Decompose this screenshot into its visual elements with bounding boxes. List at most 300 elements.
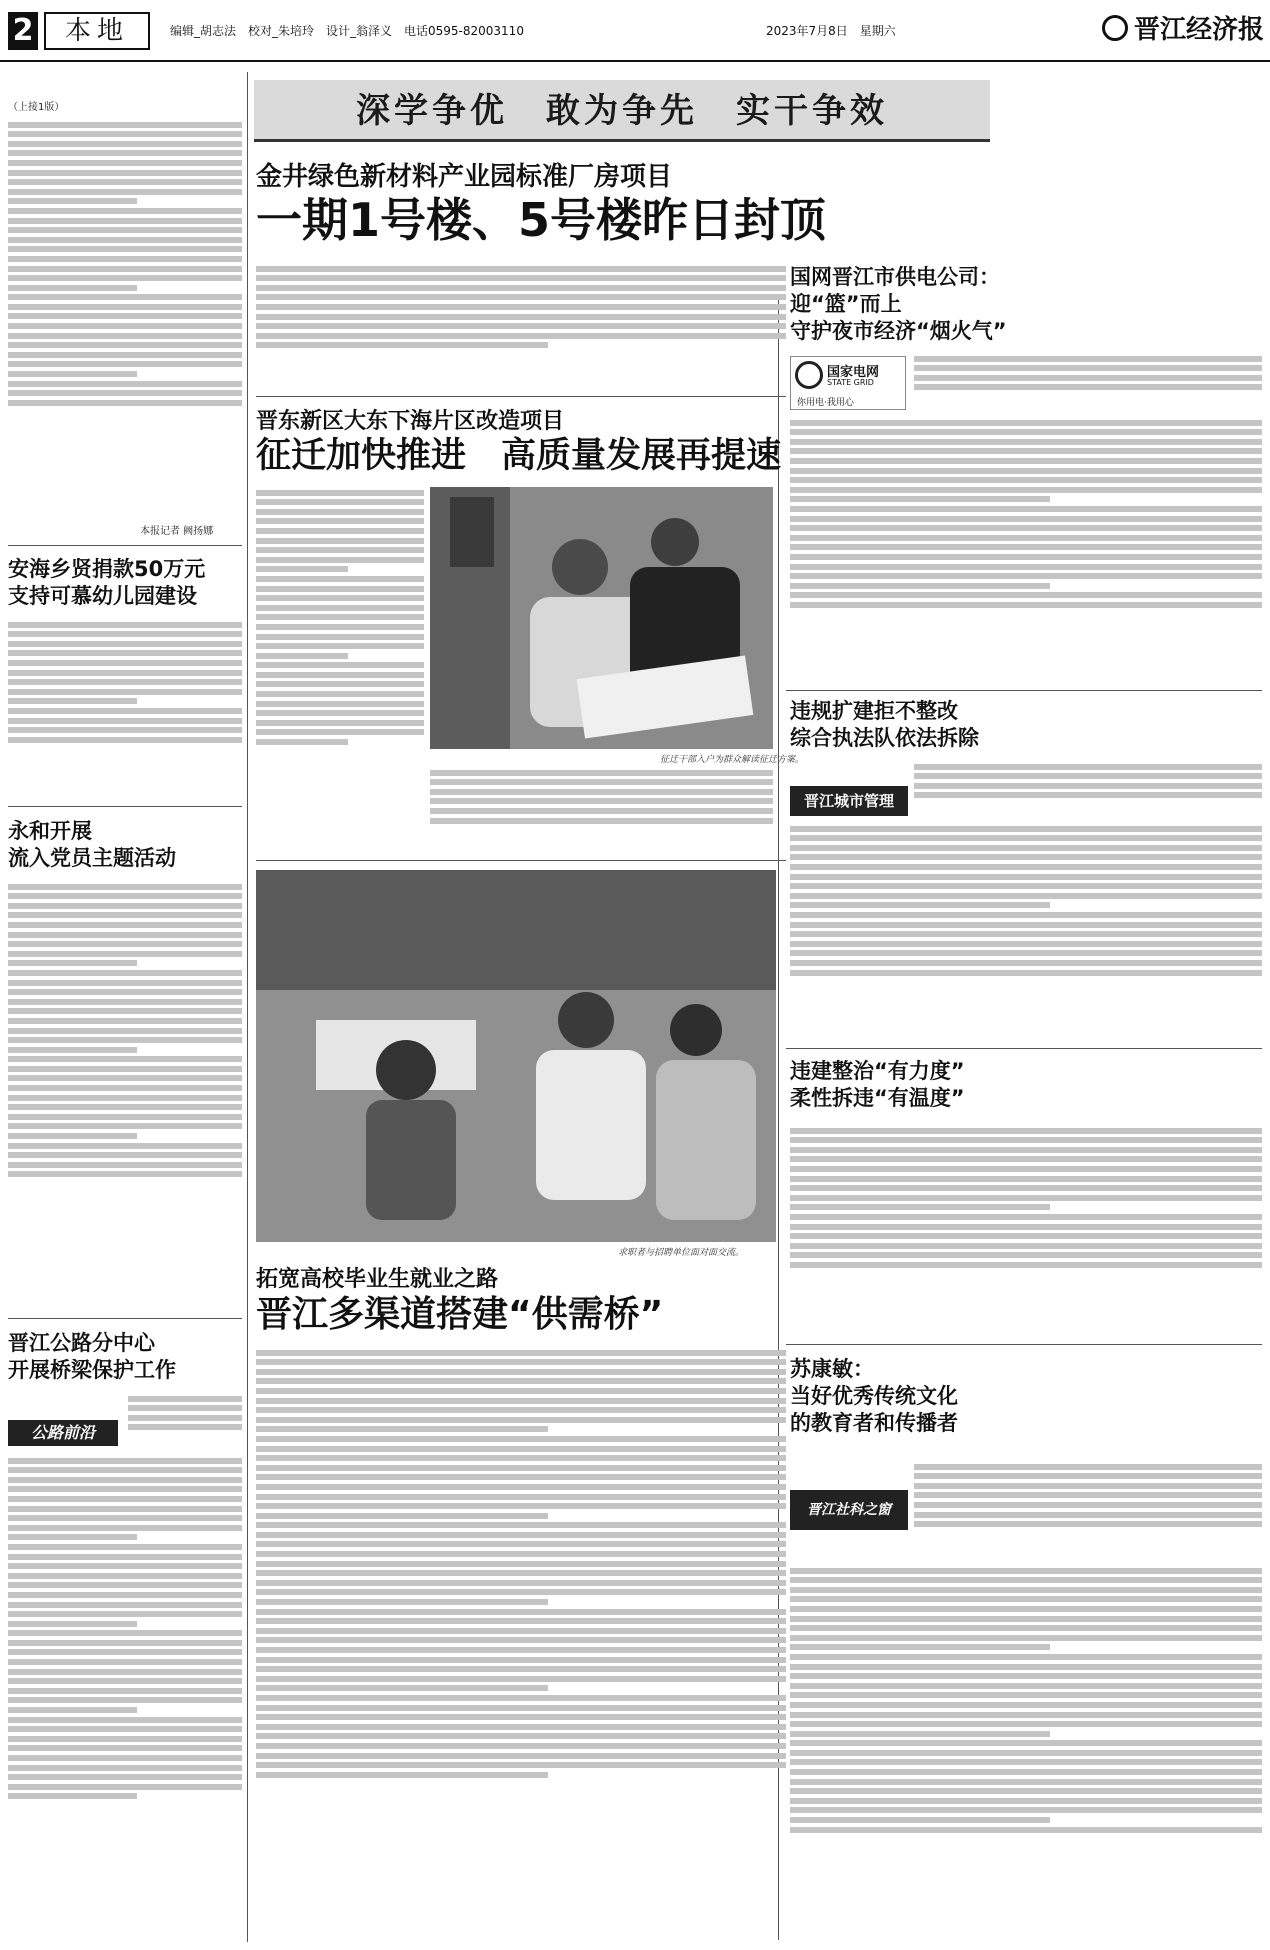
text-line	[256, 614, 424, 620]
text-line	[790, 941, 1262, 947]
text-line	[256, 1753, 786, 1759]
text-line	[790, 1156, 1262, 1162]
text-line	[128, 1415, 242, 1421]
headline: 违规扩建拒不整改	[790, 699, 958, 723]
text-line	[914, 792, 1262, 798]
text-line	[8, 381, 242, 387]
text-line	[8, 1582, 242, 1588]
text-line	[256, 691, 424, 697]
text-line	[8, 1793, 137, 1799]
text-line	[256, 499, 424, 505]
text-line	[790, 1204, 1050, 1210]
text-line	[256, 1637, 786, 1643]
column-tag: 晋江社科之窗	[790, 1490, 908, 1530]
text-line	[8, 361, 242, 367]
text-line	[256, 634, 424, 640]
text-line	[8, 227, 242, 233]
text-line	[256, 1503, 786, 1509]
text-line	[128, 1424, 242, 1430]
text-line	[8, 670, 242, 676]
text-line	[8, 941, 242, 947]
text-line	[256, 518, 424, 524]
text-line	[8, 1066, 242, 1072]
text-line	[790, 602, 1262, 608]
text-line	[914, 764, 1262, 770]
article-divider	[786, 690, 1262, 691]
article-body	[914, 760, 1262, 820]
text-line	[256, 314, 786, 320]
text-line	[256, 1532, 786, 1538]
text-line	[8, 323, 242, 329]
text-line	[256, 701, 424, 707]
banner-text: 深学争优 敢为争先 实干争效	[356, 91, 888, 131]
text-line	[790, 487, 1262, 493]
headline: 安海乡贤捐款50万元	[8, 557, 206, 581]
text-line	[914, 375, 1262, 381]
text-line	[790, 1606, 1262, 1612]
text-line	[256, 547, 424, 553]
text-line	[430, 779, 773, 785]
text-line	[790, 1568, 1262, 1574]
text-line	[790, 1644, 1050, 1650]
text-line	[8, 737, 242, 743]
text-line	[256, 538, 424, 544]
text-line	[256, 1705, 786, 1711]
text-line	[790, 1817, 1050, 1823]
kicker: 拓宽高校毕业生就业之路	[256, 1267, 499, 1292]
text-line	[256, 595, 424, 601]
headline: 迎“篮”而上	[790, 292, 902, 316]
text-line	[914, 773, 1262, 779]
text-line	[790, 564, 1262, 570]
photo-drawing	[256, 870, 776, 1242]
text-line	[790, 1769, 1262, 1775]
text-line	[8, 1640, 242, 1646]
text-line	[8, 1649, 242, 1655]
text-line	[790, 1214, 1262, 1220]
text-line	[790, 1625, 1262, 1631]
text-line	[8, 1573, 242, 1579]
text-line	[790, 1692, 1262, 1698]
text-line	[8, 1162, 242, 1168]
text-line	[256, 1513, 548, 1519]
text-line	[790, 1224, 1262, 1230]
text-line	[790, 1616, 1262, 1622]
text-line	[8, 189, 242, 195]
continued-label: （上接1版）	[8, 102, 65, 113]
text-line	[914, 1473, 1262, 1479]
text-line	[256, 1378, 786, 1384]
text-line	[128, 1405, 242, 1411]
text-line	[256, 586, 424, 592]
headline: 一期1号楼、5号楼昨日封顶	[256, 193, 827, 247]
headline: 晋江多渠道搭建“供需桥”	[256, 1294, 664, 1335]
text-line	[790, 854, 1262, 860]
text-line	[8, 698, 137, 704]
text-line	[256, 1580, 786, 1586]
article-divider	[786, 1048, 1262, 1049]
text-line	[8, 1688, 242, 1694]
text-line	[8, 333, 242, 339]
text-line	[8, 970, 242, 976]
text-line	[256, 720, 424, 726]
text-line	[8, 1774, 242, 1780]
text-line	[914, 783, 1262, 789]
text-line	[8, 1697, 242, 1703]
text-line	[8, 631, 242, 637]
text-line	[790, 1587, 1262, 1593]
text-line	[8, 150, 242, 156]
text-line	[790, 468, 1262, 474]
text-line	[256, 1474, 786, 1480]
text-line	[256, 729, 424, 735]
logo-name: 国家电网	[827, 365, 880, 380]
text-line	[790, 1137, 1262, 1143]
text-line	[256, 1647, 786, 1653]
text-line	[8, 400, 242, 406]
text-line	[256, 285, 786, 291]
text-line	[8, 1765, 242, 1771]
text-line	[430, 798, 773, 804]
text-line	[790, 525, 1262, 531]
text-line	[790, 1252, 1262, 1258]
text-line	[790, 458, 1262, 464]
text-line	[914, 1483, 1262, 1489]
text-line	[256, 294, 786, 300]
headline: 苏康敏：	[790, 1357, 874, 1381]
text-line	[790, 1673, 1262, 1679]
text-line	[8, 1095, 242, 1101]
text-line	[8, 1659, 242, 1665]
article-body	[914, 352, 1262, 414]
headline: 的教育者和传播者	[790, 1411, 958, 1435]
text-line	[914, 384, 1262, 390]
page-number: 2	[8, 12, 38, 50]
headline: 永和开展	[8, 819, 92, 843]
text-line	[256, 304, 786, 310]
text-line	[790, 1827, 1262, 1833]
text-line	[8, 1717, 242, 1723]
article-divider	[256, 860, 786, 861]
text-line	[256, 1465, 786, 1471]
headline: 守护夜市经济“烟火气”	[790, 319, 1007, 343]
text-line	[256, 576, 424, 582]
text-line	[8, 1736, 242, 1742]
text-line	[8, 1486, 242, 1492]
text-line	[8, 1515, 242, 1521]
text-line	[790, 1596, 1262, 1602]
text-line	[8, 1669, 242, 1675]
logo-slogan: 你用电·我用心	[797, 398, 854, 408]
text-line	[256, 342, 548, 348]
text-line	[256, 1407, 786, 1413]
article-body	[8, 1454, 242, 1940]
staff-credits: 编辑_胡志法 校对_朱培玲 设计_翁泽义 电话0595-82003110	[170, 24, 524, 38]
text-line	[8, 884, 242, 890]
text-line	[790, 420, 1262, 426]
news-photo	[430, 487, 773, 749]
text-line	[8, 1477, 242, 1483]
text-line	[790, 1577, 1262, 1583]
text-line	[8, 198, 137, 204]
text-line	[256, 490, 424, 496]
text-line	[8, 622, 242, 628]
text-line	[256, 662, 424, 668]
text-line	[430, 818, 773, 824]
headline: 流入党员主题活动	[8, 846, 176, 870]
article-body	[256, 262, 786, 382]
text-line	[8, 122, 242, 128]
section-name: 本地	[44, 12, 150, 50]
company-logo	[790, 356, 906, 410]
article-divider	[8, 545, 242, 546]
text-line	[790, 835, 1262, 841]
text-line	[256, 1398, 786, 1404]
logo-mark-icon	[1102, 15, 1128, 41]
text-line	[8, 689, 242, 695]
text-line	[8, 912, 242, 918]
text-line	[790, 1750, 1262, 1756]
text-line	[256, 1772, 548, 1778]
text-line	[256, 1724, 786, 1730]
text-line	[256, 1666, 786, 1672]
text-line	[256, 1455, 786, 1461]
text-line	[8, 313, 242, 319]
text-line	[790, 583, 1050, 589]
text-line	[790, 1166, 1262, 1172]
text-line	[8, 1525, 242, 1531]
text-line	[790, 1635, 1262, 1641]
text-line	[790, 931, 1262, 937]
text-line	[790, 448, 1262, 454]
text-line	[8, 679, 242, 685]
text-line	[914, 1492, 1262, 1498]
text-line	[790, 1176, 1262, 1182]
text-line	[8, 1123, 242, 1129]
text-line	[256, 323, 786, 329]
text-line	[8, 1085, 242, 1091]
article-body	[8, 618, 242, 794]
headline: 违建整治“有力度”	[790, 1059, 965, 1083]
issue-date: 2023年7月8日 星期六	[766, 24, 896, 38]
text-line	[8, 1544, 242, 1550]
text-line	[790, 1721, 1262, 1727]
text-line	[256, 266, 786, 272]
text-line	[8, 160, 242, 166]
headline: 支持可慕幼儿园建设	[8, 584, 197, 608]
column-tag: 公路前沿	[8, 1420, 118, 1446]
text-line	[256, 1561, 786, 1567]
text-line	[790, 845, 1262, 851]
text-line	[790, 506, 1262, 512]
article-body	[8, 880, 242, 1300]
text-line	[256, 1733, 786, 1739]
text-line	[790, 950, 1262, 956]
text-line	[790, 1740, 1262, 1746]
newspaper-logo	[874, 10, 1264, 50]
page-header	[0, 0, 1270, 62]
text-line	[790, 1185, 1262, 1191]
article-divider	[256, 396, 786, 397]
text-line	[790, 429, 1262, 435]
text-line	[790, 1683, 1262, 1689]
text-line	[8, 1630, 242, 1636]
text-line	[256, 672, 424, 678]
text-line	[256, 1494, 786, 1500]
text-line	[256, 566, 348, 572]
headline: 晋江公路分中心	[8, 1331, 155, 1355]
text-line	[914, 356, 1262, 362]
article-body	[8, 118, 242, 520]
text-line	[790, 893, 1262, 899]
text-line	[256, 1436, 786, 1442]
text-line	[8, 960, 137, 966]
text-line	[8, 237, 242, 243]
article-body	[790, 822, 1262, 1038]
text-line	[8, 390, 242, 396]
text-line	[430, 789, 773, 795]
article-body	[256, 1346, 786, 1942]
text-line	[256, 528, 424, 534]
text-line	[8, 932, 242, 938]
text-line	[256, 333, 786, 339]
text-line	[8, 1028, 242, 1034]
text-line	[8, 727, 242, 733]
text-line	[8, 718, 242, 724]
text-line	[8, 1037, 242, 1043]
text-line	[256, 681, 424, 687]
text-line	[256, 739, 348, 745]
text-line	[8, 650, 242, 656]
text-line	[790, 922, 1262, 928]
text-line	[790, 1702, 1262, 1708]
text-line	[790, 1233, 1262, 1239]
text-line	[256, 1589, 786, 1595]
text-line	[8, 1075, 242, 1081]
text-line	[8, 1621, 137, 1627]
text-line	[8, 1133, 137, 1139]
article-body	[128, 1392, 242, 1450]
headline: 柔性拆违“有温度”	[790, 1086, 965, 1110]
text-line	[430, 808, 773, 814]
text-line	[8, 352, 242, 358]
text-line	[8, 208, 242, 214]
text-line	[8, 170, 242, 176]
text-line	[8, 1726, 242, 1732]
text-line	[256, 710, 424, 716]
text-line	[256, 653, 348, 659]
kicker: 晋东新区大东下海片区改造项目	[256, 409, 565, 434]
text-line	[790, 439, 1262, 445]
text-line	[128, 1396, 242, 1402]
text-line	[790, 864, 1262, 870]
campaign-banner	[254, 80, 990, 142]
text-line	[8, 1678, 242, 1684]
article-divider	[8, 1318, 242, 1319]
text-line	[256, 1570, 786, 1576]
news-photo	[256, 870, 776, 1242]
text-line	[256, 1676, 786, 1682]
text-line	[790, 1788, 1262, 1794]
text-line	[256, 1743, 786, 1749]
text-line	[256, 1541, 786, 1547]
text-line	[8, 1458, 242, 1464]
text-line	[256, 1551, 786, 1557]
text-line	[914, 1521, 1262, 1527]
text-line	[256, 1417, 786, 1423]
photo-caption: 征迁干部入户为群众解读征迁方案。	[660, 755, 805, 765]
text-line	[8, 1143, 242, 1149]
article-divider	[8, 806, 242, 807]
text-line	[8, 1745, 242, 1751]
text-line	[8, 1563, 242, 1569]
text-line	[790, 573, 1262, 579]
text-line	[256, 1618, 786, 1624]
text-line	[256, 1369, 786, 1375]
text-line	[8, 980, 242, 986]
text-line	[914, 1464, 1262, 1470]
kicker: 金井绿色新材料产业园标准厂房项目	[256, 162, 673, 192]
text-line	[790, 1731, 1050, 1737]
text-line	[8, 1707, 137, 1713]
text-line	[8, 275, 242, 281]
text-line	[256, 1484, 786, 1490]
text-line	[790, 554, 1262, 560]
text-line	[8, 1047, 137, 1053]
text-line	[256, 1522, 786, 1528]
text-line	[8, 1755, 242, 1761]
text-line	[256, 1446, 786, 1452]
text-line	[8, 1056, 242, 1062]
article-body	[256, 486, 424, 846]
text-line	[8, 999, 242, 1005]
text-line	[430, 770, 773, 776]
text-line	[790, 1759, 1262, 1765]
text-line	[790, 874, 1262, 880]
text-line	[8, 1114, 242, 1120]
text-line	[256, 509, 424, 515]
text-line	[256, 1609, 786, 1615]
text-line	[256, 1695, 786, 1701]
article-body	[430, 766, 773, 848]
text-line	[256, 557, 424, 563]
text-line	[256, 1628, 786, 1634]
text-line	[8, 1506, 242, 1512]
text-line	[256, 643, 424, 649]
text-line	[8, 1534, 137, 1540]
article-body	[914, 1460, 1262, 1560]
text-line	[790, 1807, 1262, 1813]
text-line	[790, 1654, 1262, 1660]
text-line	[8, 141, 242, 147]
text-line	[8, 708, 242, 714]
headline: 当好优秀传统文化	[790, 1384, 958, 1408]
logo-text: 晋江经济报	[1133, 15, 1264, 45]
text-line	[8, 1602, 242, 1608]
text-line	[8, 246, 242, 252]
text-line	[8, 1104, 242, 1110]
article-divider	[786, 1344, 1262, 1345]
text-line	[8, 1008, 242, 1014]
text-line	[790, 1243, 1262, 1249]
text-line	[256, 1350, 786, 1356]
text-line	[256, 1388, 786, 1394]
logo-english: STATE GRID	[827, 378, 874, 387]
text-line	[256, 1599, 548, 1605]
text-line	[256, 605, 424, 611]
article-body	[790, 416, 1262, 684]
text-line	[790, 1147, 1262, 1153]
